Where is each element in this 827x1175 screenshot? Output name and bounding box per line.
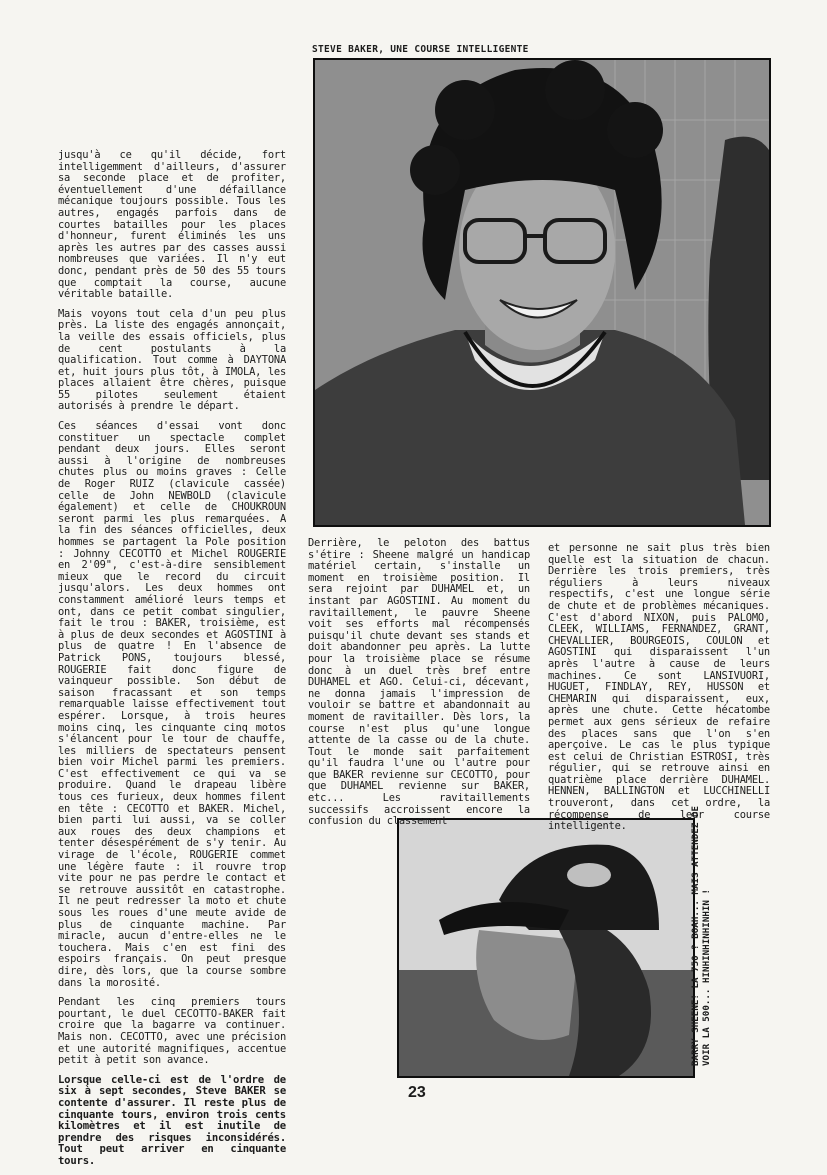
side-caption-line: BARRY SHEENE! LA 750 ? BOAH... MAIS ATTENDEZ DE <box>690 806 701 1066</box>
left-text-column <box>58 150 286 1175</box>
side-caption-line: VOIR LA 500... HINHINHINHINHIN ! <box>701 888 712 1066</box>
portrait-illustration <box>315 60 769 525</box>
paragraph: Ces séances d'essai vont donc constituer un spectacle complet pendant deux jours. Elles seront aussi à l'origine de nombreuses chutes plus ou moins graves : Celle de Roger RUIZ (clavicule cassée) celle de John NEWBOLD (clavicule également) et celle de CHOUKROUN seront parmi les plus remarquées. A la fin des séances officielles, deux hommes se partagent la Pole position : Johnny CECOTTO et Michel ROUGERIE en 2'09", c'est-à-dire sensiblement mieux que le record du circuit jusqu'alors. Les deux hommes ont constamment amélioré leurs temps et ont, dans ce petit combat singulier, fait le trou : BAKER, troisième, est à plus de deux secondes et AGOSTINI à plus de quatre ! En l'absence de Patrick PONS, toujours blessé, ROUGERIE fait donc figure de vainqueur possible. Son début de saison fracassant et son temps remarquable laisse effectivement tout espérer. Lorsque, à trois heures moins cinq, les cinquante cinq motos s'élancent pour le tour de chauffe, les milliers de spectateurs pensent bien voir Michel parmi les premiers. C'est effectivement ce qui va se produire. Quand le drapeau libère tous ces furieux, deux hommes filent en tête : CECOTTO et BAKER. Michel, bien parti lui aussi, va se coller aux roues des deux champions et tenter désespérément de s'y tenir. Au virage de l'école, ROUGERIE commet une légère faute : il rouvre trop vite pour ne pas perdre le contact et se retrouve aussitôt en catastrophe. Il ne peut redresser la moto et chute sous les roues d'une meute avide de plus de cinquante machine. Par miracle, aucun d'entre-elles ne le touchera. Mais c'en est fini des espoirs français. On peut presque dire, dès lors, que la course sombre dans la morosité. <box>58 420 286 989</box>
right-text-column <box>548 543 770 841</box>
paragraph: Derrière, le peloton des battus s'étire : Sheene malgré un handicap matériel certain, s'installe un moment en troisième position. Il sera rejoint par DUHAMEL et, un instant par AGOSTINI. Au moment du ravitaillement, le pauvre Sheene voit ses efforts mal récompensés puisqu'il chute devant ses stands et doit abandonner peu après. La lutte pour la troisième place se résume donc à un duel très bref entre DUHAMEL et AGO. Celui-ci, décevant, ne donna jamais l'impression de vouloir se battre et abandonnait au moment de ravitailler. Dès lors, la course n'est plus qu'une longue attente de la casse ou de la chute. Tout le monde sait parfaitement qu'il faudra l'une ou l'autre pour que BAKER revienne sur CECOTTO, pour que DUHAMEL revienne sur BAKER, etc... Les ravitaillements successifs accroissent encore la confusion du classement <box>308 537 530 828</box>
portrait-photo <box>313 58 771 527</box>
rider-cap-photo <box>397 818 695 1078</box>
paragraph: Pendant les cinq premiers tours pourtant, le duel CECOTTO-BAKER fait croire que la bagarre va continuer. Mais non. CECOTTO, avec une précision et une autorité magnifiques, accentue petit à petit son avance. <box>58 996 286 1067</box>
rider-cap-illustration <box>399 820 693 1076</box>
photo-caption-top: STEVE BAKER, UNE COURSE INTELLIGENTE <box>312 44 529 55</box>
side-caption <box>690 806 712 1066</box>
paragraph: Mais voyons tout cela d'un peu plus près. La liste des engagés annonçait, la veille des essais officiels, plus de cent postulants à la qualification. Tout comme à DAYTONA et, huit jours plus tôt, à IMOLA, les places allaient être chères, puisque 55 pilotes seulement étaient autorisés à prendre le départ. <box>58 307 286 413</box>
paragraph: jusqu'à ce qu'il décide, fort intelligemment d'ailleurs, d'assurer sa seconde place et de profiter, éventuellement d'une défaillance mécanique toujours possible. Tous les autres, engagés parfois dans de courtes batailles pour les places d'honneur, furent éliminés les uns après les autres par des casses aussi nombreuses que variées. Il n'y eut donc, pendant près de 50 des 55 tours que comptait la course, aucune véritable bataille. <box>58 149 286 301</box>
middle-text-column <box>308 538 530 836</box>
paragraph: et personne ne sait plus très bien quelle est la situation de chacun. Derrière les trois premiers, très réguliers à leurs niveaux respectifs, c'est une longue série de chute et de problèmes mécaniques. C'est d'abord NIXON, puis PALOMO, CLEEK, WILLIAMS, FERNANDEZ, GRANT, CHEVALLIER, BOURGEOIS, COULON et AGOSTINI qui disparaissent l'un après l'autre à cause de leurs machines. Ce sont LANSIVUORI, HUGUET, FINDLAY, REY, HUSSON et CHEMARIN qui disparaissent, eux, après une chute. Cette hécatombe permet aux gens sérieux de refaire des places sans que l'on s'en aperçoive. Le cas le plus typique est celui de Christian ESTROSI, très régulier, qui se retrouve ainsi en quatrième place derrière DUHAMEL. HENNEN, BALLINGTON et LUCCHINELLI trouveront, dans cet ordre, la récompense de leur course intelligente. <box>548 542 770 833</box>
paragraph-bold: Lorsque celle-ci est de l'ordre de six à sept secondes, Steve BAKER se contente d'assurer. Il reste plus de cinquante tours, environ trois cents kilomètres et il est inutile de prendre des risques inconsidérés. Tout peut arriver en cinquante tours. <box>58 1073 286 1167</box>
page-number: 23 <box>408 1084 426 1101</box>
